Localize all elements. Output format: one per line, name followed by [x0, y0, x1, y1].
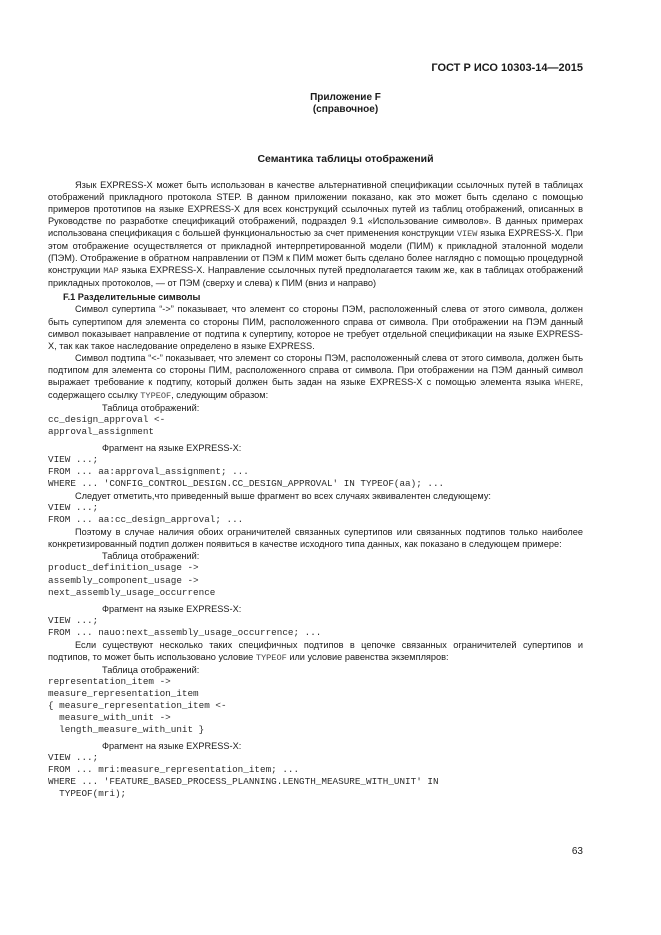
- map-keyword: MAP: [103, 266, 119, 277]
- code-block-2: VIEW ...; FROM ... aa:approval_assignment; ... WHERE ... 'CONFIG_CONTROL_DESIGN.CC_DESIGN_APPROVAL' IN TYPEOF(aa); ...: [48, 454, 445, 490]
- fragment-label: Фрагмент на языке EXPRESS-X:: [102, 603, 242, 614]
- several-subtypes-paragraph: Если существуют несколько таких специфичных подтипов в цепочке связанных ограничителей супертипов и подтипов, то может быть использовано условие TYPEOF или условие равенства экземпляров:: [48, 639, 583, 663]
- subsection-heading: F.1 Разделительные символы: [63, 292, 201, 303]
- intro-paragraph: Язык EXPRESS-X может быть использован в качестве альтернативной спецификации ссылочных путей в таблицах отображений прикладного протокола STEP. В данном приложении показано, как это может быть сделано с помощью примеров прототипов на языке EXPRESS-X для всех конструкций ссылочных путей из таблиц отображений, описанных в Руководстве по разработке спецификаций отображений, подраздел 9.1 «Использование символов». В данных примерах использована спецификация с большей функциональностью за счет применения конструкции VIEW языка EXPRESS-X. При этом отображение осуществляется от прикладной интерпретированной модели (ПИМ) к прикладной эталонной модели (ПЭМ). Отображение в обратном направлении от ПЭМ к ПИМ может быть сделано более наглядно с помощью процедурной конструкции MAP языка EXPRESS-X. Направление ссылочных путей предполагается таким же, как в таблицах отображений прикладных протоколов, — от ПЭМ (сверху и слева) к ПИМ (вниз и направо): [48, 180, 584, 289]
- code-block-1: cc_design_approval <- approval_assignment: [48, 413, 166, 437]
- view-keyword: VIEW: [456, 229, 478, 240]
- fragment-label: Фрагмент на языке EXPRESS-X:: [102, 741, 242, 752]
- supertype-paragraph: Символ супертипа “->” показывает, что элемент со стороны ПЭМ, расположенный слева от этого символа, должен быть супертипом для элемента со стороны ПИМ, расположенного справа от символа. При отображении на ПЭМ данный символ показывает направление от подтипа к супертипу, которое не требует отдельной спецификации на языке EXPRESS-X, так как такое наследование определено в языке EXPRESS.: [48, 304, 583, 351]
- mapping-table-label: Таблица отображений:: [102, 551, 200, 562]
- document-body: [48, 179, 583, 800]
- equivalence-paragraph: Следует отметить,что приведенный выше фрагмент во всех случаях эквивалентен следующему:: [75, 491, 491, 502]
- typeof-keyword: TYPEOF: [140, 390, 172, 401]
- fragment-label: Фрагмент на языке EXPRESS-X:: [102, 442, 242, 453]
- code-block-3: VIEW ...; FROM ... aa:cc_design_approval; ...: [48, 502, 244, 526]
- section-title: Семантика таблицы отображений: [257, 153, 434, 165]
- appendix-title: Приложение F: [310, 92, 381, 103]
- code-block-5: VIEW ...; FROM ... nauo:next_assembly_usage_occurrence; ...: [48, 614, 322, 638]
- appendix-heading: [0, 92, 661, 116]
- where-keyword: WHERE: [554, 377, 581, 388]
- standard-header: ГОСТ Р ИСО 10303-14—2015: [431, 62, 583, 74]
- appendix-kind: (справочное): [312, 104, 379, 115]
- page-number: 63: [571, 846, 583, 857]
- code-block-7: VIEW ...; FROM ... mri:measure_representation_item; ... WHERE ... 'FEATURE_BASED_PROCESS_PLANNING.LENGTH_MEASURE_WITH_UNIT' IN TYPEOF(mri);: [48, 752, 439, 800]
- mapping-table-label: Таблица отображений:: [102, 402, 200, 413]
- typeof-keyword: TYPEOF: [255, 652, 287, 663]
- code-block-6: representation_item -> measure_representation_item { measure_representation_item <- measure_with_unit -> length_measure_with_unit }: [48, 675, 227, 736]
- subtype-paragraph: Символ подтипа “<-” показывает, что элемент со стороны ПЭМ, расположенный слева от этого символа, должен быть подтипом для элемента со стороны ПИМ, расположенного справа от символа. При отображении на ПЭМ данный символ выражает требование к подтипу, который должен быть задан на языке EXPRESS-X с помощью элемента языка WHERE, содержащего ссылку TYPEOF, следующим образом:: [48, 352, 583, 401]
- both-constraints-paragraph: Поэтому в случае наличия обоих ограничителей связанных супертипов или связанных подтипов только наиболее конкретизированный подтип должен появиться в качестве исходного типа данных, как показано в следующем примере:: [48, 527, 583, 550]
- mapping-table-label: Таблица отображений:: [102, 664, 200, 675]
- code-block-4: product_definition_usage -> assembly_component_usage -> next_assembly_usage_occurrence: [48, 562, 216, 598]
